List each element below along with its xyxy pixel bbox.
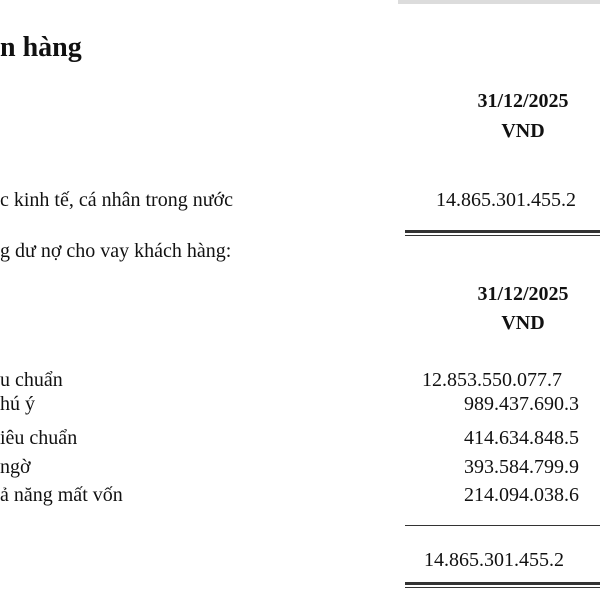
table1-row-label: c kinh tế, cá nhân trong nước	[0, 189, 234, 211]
table2-subtotal-rule	[405, 525, 600, 526]
table2-date-header: 31/12/2025	[477, 283, 569, 305]
table1-row-value: 14.865.301.455.2	[436, 189, 576, 211]
table2-row-value: 12.853.550.077.7	[422, 369, 562, 391]
table2-row-label: iêu chuẩn	[0, 427, 78, 449]
table2-row-value: 214.094.038.6	[464, 484, 579, 506]
table2-total-double-rule-top	[405, 582, 600, 585]
table2-row-label: ả năng mất vốn	[0, 484, 123, 506]
table1-total-double-rule-bottom	[405, 235, 600, 236]
page-top-edge	[398, 0, 600, 4]
table1-total-double-rule-top	[405, 230, 600, 233]
table2-total-double-rule-bottom	[405, 587, 600, 588]
table2-row-label: u chuẩn	[0, 369, 63, 391]
section-heading: n hàng	[0, 32, 82, 63]
table2-row-label: hú ý	[0, 393, 35, 415]
table1-currency-header: VND	[501, 120, 545, 142]
table2-row-value: 393.584.799.9	[464, 456, 579, 478]
table2-row-value: 989.437.690.3	[464, 393, 579, 415]
table2-currency-header: VND	[501, 312, 545, 334]
table2-row-value: 414.634.848.5	[464, 427, 579, 449]
table1-date-header: 31/12/2025	[477, 90, 569, 112]
loan-classification-intro: g dư nợ cho vay khách hàng:	[0, 240, 232, 262]
table2-row-label: ngờ	[0, 456, 31, 478]
table2-total-value: 14.865.301.455.2	[424, 549, 564, 571]
